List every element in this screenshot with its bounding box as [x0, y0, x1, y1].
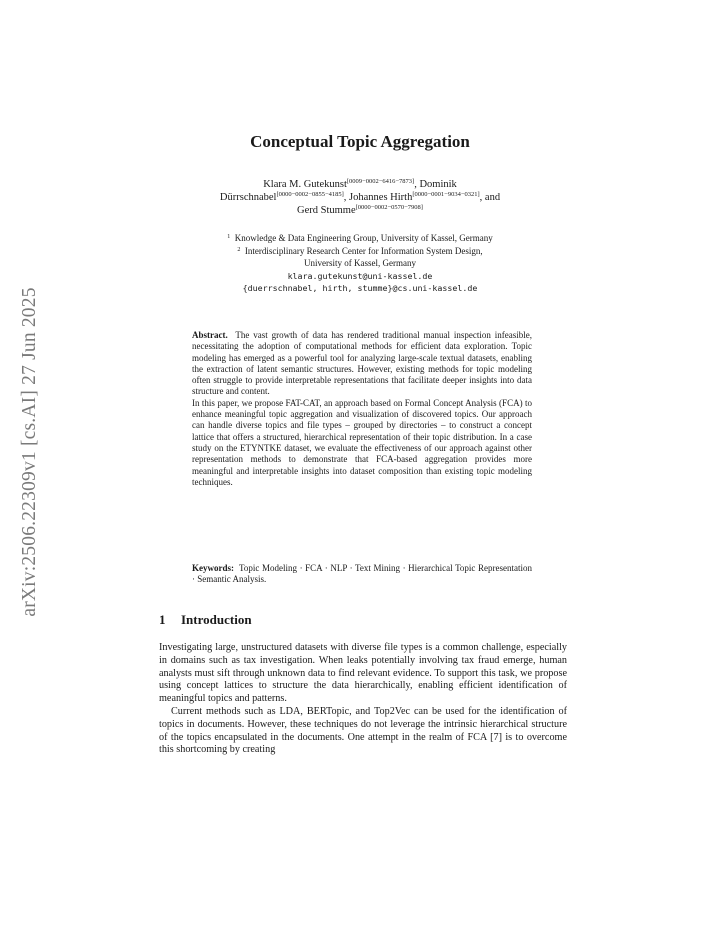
author-name: Dominik: [419, 179, 457, 190]
abstract-paragraph: In this paper, we propose FAT-CAT, an approach based on Formal Concept Analysis (FCA) to enhance meaningful topic aggregation and visualization of discovered topics. Our approach can handle diverse topics and file types – grouped by directories – to construct a concept lattice that offers a structured, hierarchical representation of their topic distribution. In a case study on the ETYNTKE dataset, we evaluate the effectiveness of our approach against other representation methods to demonstrate that FCA-based aggregation provides more meaningful and interpretable insights into dataset composition than existing topic modeling techniques.: [192, 397, 532, 487]
affiliation-1: [150, 232, 570, 245]
arxiv-id: arXiv:2506.22309v1 [cs.AI] 27 Jun 2025: [19, 287, 40, 617]
orcid-id: [0000−0002−0570−7908]: [355, 204, 423, 211]
keywords: [192, 563, 532, 586]
author-name: Gerd Stumme: [297, 205, 356, 216]
paper-title: Conceptual Topic Aggregation: [250, 132, 470, 151]
arxiv-sidebar-stamp: [10, 262, 50, 642]
section-number: 1: [159, 612, 166, 627]
affiliations: [150, 232, 570, 295]
section-heading: [159, 612, 252, 628]
orcid-id: [0000−0002−0855−4185]: [276, 191, 344, 198]
affiliation-2: [150, 245, 570, 258]
affiliation-2-cont: University of Kassel, Germany: [304, 258, 416, 268]
abstract-label: Abstract.: [192, 330, 228, 340]
affiliation-mark: 2: [237, 246, 241, 253]
affiliation-mark: 1: [227, 234, 231, 240]
orcid-id: [0000−0001−9034−0321]: [412, 191, 480, 198]
abstract: [192, 330, 532, 488]
affiliation-text: Interdisciplinary Research Center for Information System Design,: [244, 245, 483, 256]
email-address: klara.gutekunst@uni-kassel.de: [287, 270, 433, 281]
introduction-body: [159, 642, 567, 757]
abstract-paragraph: [192, 330, 532, 398]
abstract-text: The vast growth of data has rendered traditional manual inspection infeasible, necessitating the adoption of computational methods for efficient data exploration. Topic modeling has emerged as a powerful tool for analyzing large-scale textual datasets, enabling the extraction of latent semantic structures. However, existing methods for topic modeling often struggle to provide interpretable representations that facilitate deeper insights into data structure and content.: [192, 330, 533, 397]
body-paragraph: Current methods such as LDA, BERTopic, and Top2Vec can be used for the identification of topics in documents. However, these techniques do not leverage the intrinsic hierarchical structure of the topics encapsulated in the documents. One attempt in the realm of FCA [7] is to overcome this shortcoming by creating: [159, 705, 567, 756]
affiliation-text: Knowledge & Data Engineering Group, University of Kassel, Germany: [234, 233, 493, 243]
orcid-id: [0009−0002−6416−7873]: [346, 178, 415, 185]
author-name: Dürrschnabel: [219, 192, 277, 203]
email-address: {duerrschnabel, hirth, stumme}@cs.uni-kassel.de: [242, 283, 478, 293]
body-paragraph: Investigating large, unstructured datasets with diverse file types is a common challenge, especially in domains such as tax investigation. When leaks potentially involving tax fraud emerge, human analysts must sift through unknown data to find relevant evidence. To support this task, we propose using concept lattices to structure the data hierarchically, enabling efficient identification of meaningful topics and patterns.: [159, 642, 567, 705]
author-name: Johannes Hirth: [349, 192, 413, 203]
author-list: Klara M. Gutekunst[0009−0002−6416−7873], Dominik Dürrschnabel[0000−0002−0855−4185], Johannes Hirth[0000−0001−9034−0321], and Gerd Stumme[0000−0002−0570−7908]: [219, 178, 501, 216]
keywords-text: Topic Modeling · FCA · NLP · Text Mining · Hierarchical Topic Representation · Semantic Analysis.: [192, 563, 533, 585]
section-title: Introduction: [181, 612, 252, 627]
and-word: and: [484, 192, 501, 203]
keywords-label: Keywords:: [192, 563, 234, 573]
author-name: Klara M. Gutekunst: [263, 179, 347, 190]
